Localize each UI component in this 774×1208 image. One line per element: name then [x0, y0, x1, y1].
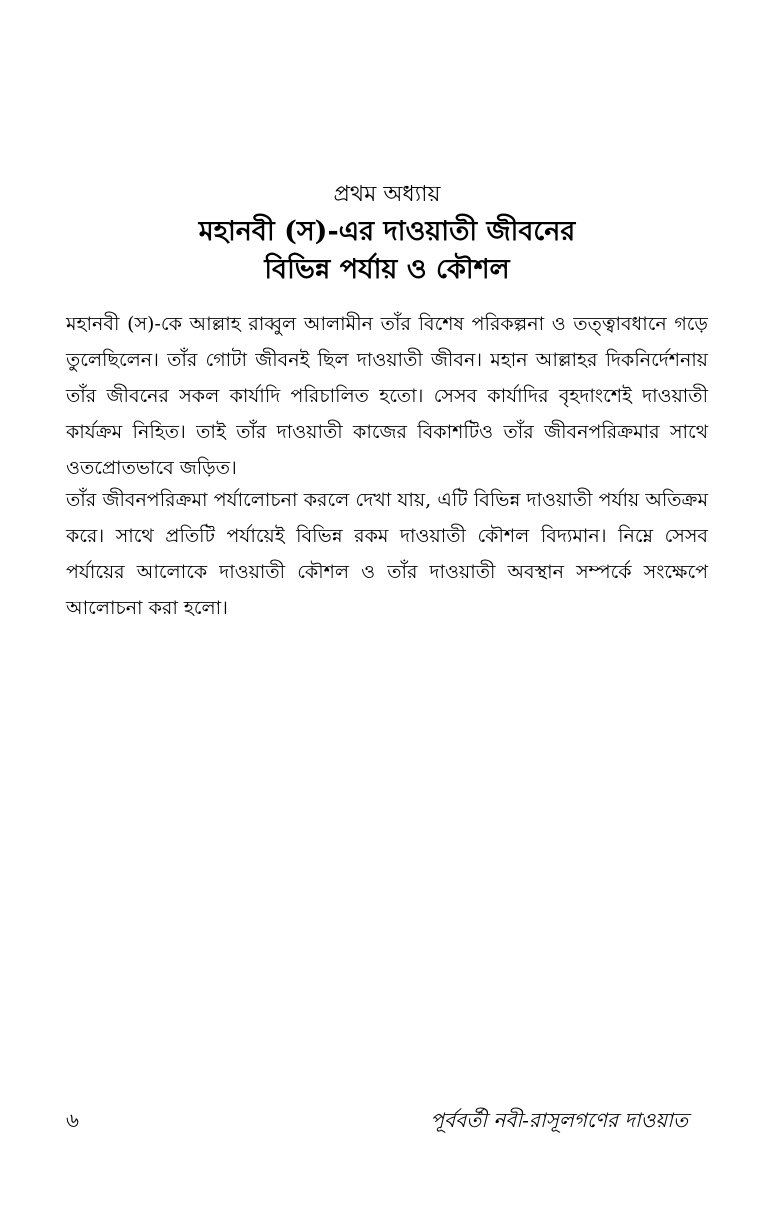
- running-footer-title: পূর্ববর্তী নবী-রাসূলগণের দাওয়াত: [430, 1108, 688, 1132]
- page-number: ৬: [66, 1108, 80, 1132]
- body-paragraph-1: মহানবী (স)-কে আল্লাহ রাব্বুল আলামীন তাঁর বিশেষ পরিকল্পনা ও তত্ত্বাবধানে গড়ে তুলেছিলেন। তাঁর গোটা জীবনই ছিল দাওয়াতী জীবন। মহান আল্লাহর দিকনির্দেশনায় তাঁর জীবনের সকল কার্যাদি পরিচালিত হতো। সেসব কার্যাদির বৃহদাংশেই দাওয়াতী কার্যক্রম নিহিত। তাই তাঁর দাওয়াতী কাজের বিকাশটিও তাঁর জীবনপরিক্রমার সাথে ওতপ্রোতভাবে জড়িত।: [66, 313, 708, 479]
- chapter-title: [0, 213, 774, 289]
- chapter-title-line-2: বিভিন্ন পর্যায় ও কৌশল: [264, 254, 510, 285]
- body-paragraph-2: তাঁর জীবনপরিক্রমা পর্যালোচনা করলে দেখা যায়, এটি বিভিন্ন দাওয়াতী পর্যায় অতিক্রম করে। সাথে প্রতিটি পর্যায়েই বিভিন্ন রকম দাওয়াতী কৌশল বিদ্যমান। নিম্নে সেসব পর্যায়ের আলোকে দাওয়াতী কৌশল ও তাঁর দাওয়াতী অবস্থান সম্পর্কে সংক্ষেপে আলোচনা করা হলো।: [66, 489, 708, 619]
- chapter-label: প্রথম অধ্যায়: [333, 182, 441, 207]
- chapter-title-line-1: মহানবী (স)-এর দাওয়াতী জীবনের: [198, 216, 576, 247]
